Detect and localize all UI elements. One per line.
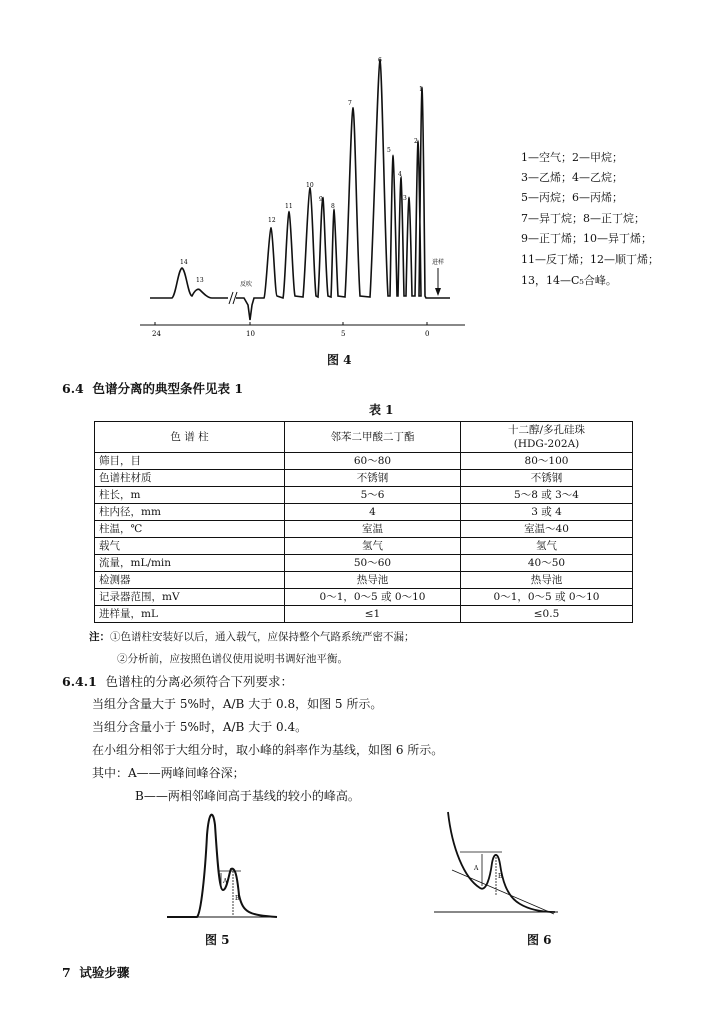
tick-label: 0 xyxy=(425,330,430,338)
peak-label: 4 xyxy=(398,171,402,178)
table-cell: ≤1 xyxy=(285,606,461,623)
svg-text:B: B xyxy=(235,895,240,902)
peak-label: 7 xyxy=(348,100,352,107)
chromatogram-trace xyxy=(150,60,450,320)
table-cell: 氢气 xyxy=(461,538,633,555)
figure-6-diagram xyxy=(430,808,560,923)
table-cell: ≤0.5 xyxy=(461,606,633,623)
table-cell: 不锈钢 xyxy=(461,470,633,487)
table-cell: 载气 xyxy=(95,538,285,555)
tick-label: 24 xyxy=(152,330,161,338)
peak-label: 2 xyxy=(414,138,418,145)
peak-label: 8 xyxy=(331,203,335,210)
figure-5-caption: 图 5 xyxy=(205,933,230,947)
peak-label: 3 xyxy=(403,195,407,202)
legend-line: 1—空气；2—甲烷； xyxy=(521,151,623,164)
requirement-line: B——两相邻峰间高于基线的较小的峰高。 xyxy=(135,789,360,803)
chromatogram-figure-4 xyxy=(140,50,480,350)
table-cell: 热导池 xyxy=(285,572,461,589)
header-cell: 色 谱 柱 xyxy=(95,422,285,453)
table-row xyxy=(95,521,633,538)
requirement-line: 当组分含量大于 5%时，A/B 大于 0.8，如图 5 所示。 xyxy=(92,697,383,711)
requirement-line: 当组分含量小于 5%时，A/B 大于 0.4。 xyxy=(92,720,308,734)
figure-6-caption: 图 6 xyxy=(527,933,552,947)
table-cell: 柱长，m xyxy=(95,487,285,504)
table-cell: 进样量，mL xyxy=(95,606,285,623)
table-cell: 室温～40 xyxy=(461,521,633,538)
section-6-4-heading: 6.4 色谱分离的典型条件见表 1 xyxy=(62,381,244,396)
backflush-label: 反吹 xyxy=(240,281,253,288)
peak-label: 9 xyxy=(319,196,323,203)
figure-5-diagram xyxy=(165,805,280,925)
table-cell: 0～1，0～5 或 0～10 xyxy=(285,589,461,606)
table-cell: 80～100 xyxy=(461,453,633,470)
table-1-caption: 表 1 xyxy=(369,403,394,417)
tick-label: 10 xyxy=(246,330,255,338)
table-row xyxy=(95,589,633,606)
legend-line: 13，14—C₅合峰。 xyxy=(521,274,617,287)
section-6-4-1-heading: 6.4.1 色谱柱的分离必须符合下列要求： xyxy=(62,674,294,689)
table-row xyxy=(95,487,633,504)
peak-label: 13 xyxy=(196,277,204,284)
legend-line: 7—异丁烷；8—正丁烷； xyxy=(521,212,645,225)
tick-label: 5 xyxy=(341,330,346,338)
table-cell: 5～6 xyxy=(285,487,461,504)
peak-label: 5 xyxy=(387,147,391,154)
peak-label: 11 xyxy=(285,203,293,210)
table-cell: 5～8 或 3～4 xyxy=(461,487,633,504)
inject-label: 进样 xyxy=(432,259,445,266)
table-row xyxy=(95,572,633,589)
table-row xyxy=(95,504,633,521)
header-cell: 邻苯二甲酸二丁酯 xyxy=(285,422,461,453)
table-row xyxy=(95,555,633,572)
legend-line: 9—正丁烯；10—异丁烯； xyxy=(521,232,652,245)
section-7-heading: 7 试验步骤 xyxy=(62,965,130,980)
table-header-row xyxy=(95,422,633,453)
table-cell: 室温 xyxy=(285,521,461,538)
legend-line: 11—反丁烯；12—顺丁烯； xyxy=(521,253,659,266)
table-note-1: 注：①色谱柱安装好以后，通入载气，应保持整个气路系统严密不漏； xyxy=(89,631,415,643)
table-row xyxy=(95,538,633,555)
table-cell: 不锈钢 xyxy=(285,470,461,487)
table-cell: 60～80 xyxy=(285,453,461,470)
table-row xyxy=(95,470,633,487)
table-cell: 50～60 xyxy=(285,555,461,572)
svg-text:A: A xyxy=(223,878,228,885)
svg-text:A: A xyxy=(474,865,479,872)
table-cell: 0～1，0～5 或 0～10 xyxy=(461,589,633,606)
table-cell: 记录器范围，mV xyxy=(95,589,285,606)
chromatography-conditions-table xyxy=(94,421,633,623)
table-row xyxy=(95,453,633,470)
svg-text:B: B xyxy=(498,873,503,880)
table-row xyxy=(95,606,633,623)
figure-4-caption: 图 4 xyxy=(327,353,352,367)
peak-label: 10 xyxy=(306,182,314,189)
requirement-line: 其中：A——两峰间峰谷深； xyxy=(92,766,245,780)
table-cell: 40～50 xyxy=(461,555,633,572)
table-cell: 4 xyxy=(285,504,461,521)
table-cell: 检测器 xyxy=(95,572,285,589)
requirement-line: 在小组分相邻于大组分时，取小峰的斜率作为基线，如图 6 所示。 xyxy=(92,743,444,757)
table-cell: 色谱柱材质 xyxy=(95,470,285,487)
table-cell: 筛目，目 xyxy=(95,453,285,470)
legend-line: 3—乙烯；4—乙烷； xyxy=(521,171,623,184)
table-cell: 氢气 xyxy=(285,538,461,555)
peak-label: 1 xyxy=(419,86,423,93)
legend-line: 5—丙烷；6—丙烯； xyxy=(521,191,623,204)
peak-label: 12 xyxy=(268,217,276,224)
table-cell: 热导池 xyxy=(461,572,633,589)
table-cell: 柱温，℃ xyxy=(95,521,285,538)
peak-label: 6 xyxy=(378,57,382,64)
table-cell: 流量，mL/min xyxy=(95,555,285,572)
header-cell: 十二醇/多孔硅珠 (HDG-202A) xyxy=(461,422,633,453)
table-cell: 柱内径，mm xyxy=(95,504,285,521)
table-note-2: ②分析前，应按照色谱仪使用说明书调好池平衡。 xyxy=(117,653,348,665)
table-cell: 3 或 4 xyxy=(461,504,633,521)
peak-label: 14 xyxy=(180,259,188,266)
